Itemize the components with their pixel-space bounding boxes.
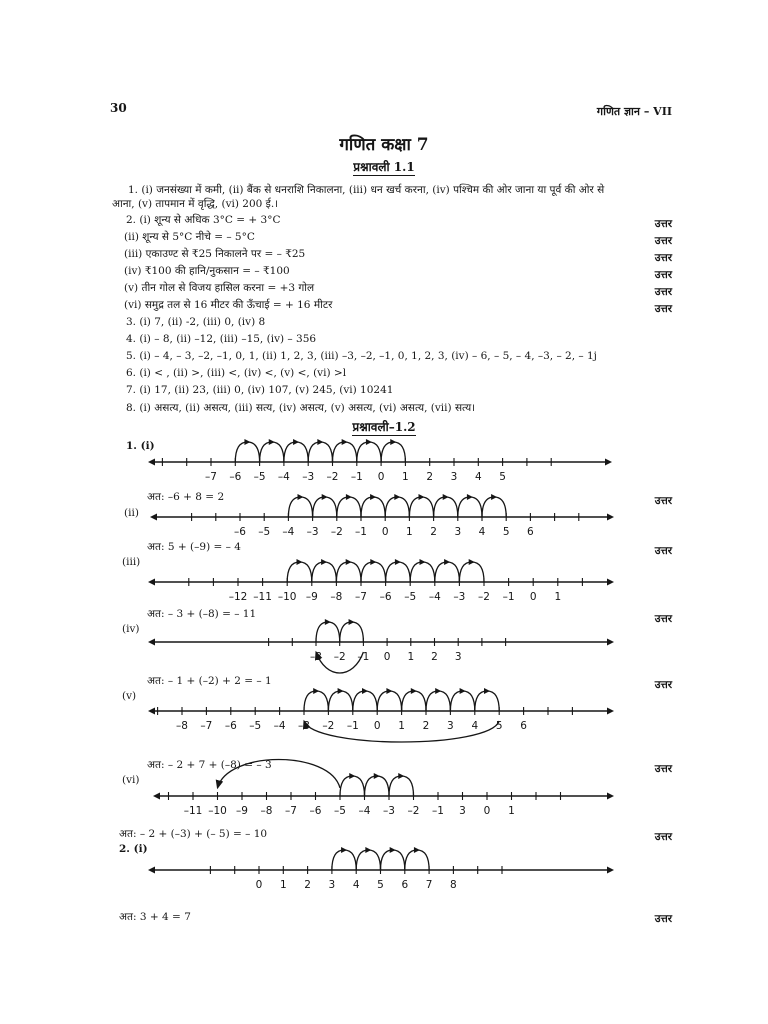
tick-label: –1	[346, 720, 359, 732]
nl-6-label: (vi)	[122, 774, 140, 786]
nl-5-label: (v)	[122, 690, 137, 702]
hop-arrow-icon	[444, 559, 450, 565]
tick-label: 3	[328, 879, 336, 891]
arrow-left-icon	[148, 708, 155, 715]
tick-label: –6	[309, 805, 322, 817]
tick-label: –5	[258, 526, 271, 538]
tick-label: –5	[334, 805, 346, 817]
tick-label: –2	[407, 805, 420, 817]
hop-arc	[435, 562, 460, 582]
q2-line-1: 2. (i) शून्य से अधिक 3°C = + 3°C	[126, 214, 281, 226]
tick-label: –3	[383, 805, 395, 817]
nl-5-result: अत: – 2 + 7 + (–8) = – 3	[147, 759, 272, 771]
tick-label: –4	[273, 720, 286, 732]
hop-arrow-icon	[342, 439, 348, 445]
tick-label: –3	[298, 720, 310, 732]
tick-label: 2	[431, 651, 438, 663]
tick-label: –4	[358, 805, 371, 817]
hop-arc	[434, 497, 458, 517]
tick-label: –5	[249, 720, 262, 732]
tick-label: –1	[355, 526, 367, 538]
tick-label: –7	[205, 471, 217, 483]
tick-label: –1	[502, 591, 515, 603]
nl-3-result: अत: – 3 + (–8) = – 11	[147, 608, 257, 620]
hop-arc	[316, 622, 340, 642]
hop-arrow-icon	[460, 688, 466, 694]
arrow-right-icon	[605, 459, 612, 466]
hop-arc	[337, 497, 361, 517]
arrow-right-icon	[607, 639, 614, 646]
hop-arrow-icon	[325, 619, 331, 625]
hop-arc	[333, 442, 357, 462]
tick-label: 1	[508, 805, 515, 817]
tick-label: –10	[208, 805, 227, 817]
hop-arc	[459, 562, 484, 582]
q3: 3. (i) 7, (ii) -2, (iii) 0, (iv) 8	[126, 316, 266, 328]
tick-label: 1	[407, 651, 415, 663]
q2-line-6: (vi) समुद्र तल से 16 मीटर की ऊँचाई = + 16 मीटर	[124, 299, 333, 311]
answer-label: उत्तर	[654, 679, 672, 691]
hop-arc	[386, 562, 411, 582]
tick-label: –6	[224, 720, 237, 732]
answer-label: उत्तर	[654, 269, 672, 281]
arrow-right-icon	[607, 867, 614, 874]
hop-arrow-icon	[293, 439, 299, 445]
q2-line-3: (iii) एकाउण्ट से ₹25 निकालने पर = – ₹25	[124, 248, 306, 260]
page-title: गणित कक्षा 7	[339, 135, 429, 155]
answer-label: उत्तर	[654, 218, 672, 230]
hop-arc	[357, 442, 381, 462]
tick-label: –7	[355, 591, 367, 603]
arrow-left-icon	[148, 639, 155, 646]
hop-arc	[482, 497, 506, 517]
hop-arc	[410, 562, 435, 582]
hop-arrow-icon	[349, 619, 355, 625]
hop-arc	[353, 691, 377, 711]
answer-label: उत्तर	[654, 913, 672, 925]
tick-label: 3	[454, 526, 462, 538]
hop-arrow-icon	[491, 494, 497, 500]
tick-label: 2	[430, 526, 437, 538]
tick-label: 4	[471, 720, 479, 732]
hop-arc	[458, 497, 482, 517]
tick-label: –3	[302, 471, 315, 483]
tick-label: 4	[474, 471, 482, 483]
tick-label: –8	[260, 805, 273, 817]
q2-line-2: (ii) शून्य से 5°C नीचे = – 5°C	[124, 231, 255, 243]
nl-1-result: अत: –6 + 8 = 2	[147, 491, 225, 503]
hop-arrow-icon	[298, 494, 304, 500]
answer-label: उत्तर	[654, 252, 672, 264]
hop-arrow-icon	[443, 494, 449, 500]
hop-arrow-icon	[414, 847, 420, 853]
answer-label: उत्तर	[654, 613, 672, 625]
tick-label: 4	[352, 879, 360, 891]
hop-arc	[287, 562, 312, 582]
arrow-right-icon	[607, 579, 614, 586]
hop-arc	[365, 776, 390, 796]
tick-label: 6	[401, 879, 409, 891]
tick-label: 0	[383, 651, 391, 663]
hop-arrow-icon	[341, 847, 347, 853]
nl-2-result: अत: 5 + (–9) = – 4	[147, 541, 241, 553]
hop-arc	[332, 850, 356, 870]
tick-label: 8	[450, 879, 457, 891]
tick-label: 1	[554, 591, 562, 603]
hop-arrow-icon	[398, 773, 404, 779]
tick-label: –2	[478, 591, 490, 603]
tick-label: –12	[228, 591, 248, 603]
tick-label: –3	[310, 651, 322, 663]
tick-label: –4	[428, 591, 441, 603]
q2-line-4: (iv) ₹100 की हानि/नुकसान = – ₹100	[124, 265, 290, 277]
hop-arrow-icon	[317, 439, 323, 445]
hop-arrow-icon	[469, 559, 475, 565]
tick-label: –5	[404, 591, 417, 603]
hop-arrow-icon	[419, 494, 425, 500]
tick-label: –11	[183, 805, 203, 817]
tick-label: 2	[422, 720, 430, 732]
hop-arrow-icon	[484, 688, 490, 694]
q5: 5. (i) – 4, – 3, –2, –1, 0, 1, (ii) 1, 2, 3, (iii) –3, –2, –1, 0, 1, 2, 3, (iv) – 6, – 5, – 4, –3, – 2, – 1j	[126, 350, 597, 362]
q1-line2: आना, (v) तापमान में वृद्धि, (vi) 200 ई.।	[112, 198, 279, 210]
nl-2-label: (ii)	[124, 507, 139, 519]
hop-arrow-icon	[370, 559, 376, 565]
hop-arc	[284, 442, 308, 462]
hop-arrow-icon	[411, 688, 417, 694]
hop-arrow-icon	[386, 688, 392, 694]
answer-label: उत्तर	[654, 763, 672, 775]
tick-label: 6	[520, 720, 527, 732]
tick-label: –4	[277, 471, 290, 483]
hop-arc	[288, 497, 312, 517]
tick-label: 2	[426, 471, 434, 483]
nl-1-label: 1. (i)	[126, 440, 155, 452]
q2-line-5: (v) तीन गोल से विजय हासिल करना = +3 गोल	[124, 282, 315, 294]
answer-label: उत्तर	[654, 286, 672, 298]
tick-label: 5	[495, 720, 503, 732]
q8: 8. (i) असत्य, (ii) असत्य, (iii) सत्य, (iv) असत्य, (v) असत्य, (vi) असत्य, (vii) सत्य।	[126, 402, 476, 414]
tick-label: 1	[406, 526, 413, 538]
hop-arrow-icon	[322, 494, 328, 500]
tick-label: –8	[330, 591, 343, 603]
tick-label: –6	[379, 591, 392, 603]
answer-label: उत्तर	[654, 831, 672, 843]
tick-label: 7	[425, 879, 433, 891]
tick-label: 4	[478, 526, 486, 538]
hop-arrow-icon	[467, 494, 473, 500]
tick-label: 2	[304, 879, 311, 891]
tick-label: –1	[432, 805, 444, 817]
tick-label: 1	[402, 471, 409, 483]
tick-label: 0	[483, 805, 491, 817]
hop-arc	[381, 850, 405, 870]
hop-arc	[409, 497, 433, 517]
hop-arc	[402, 691, 426, 711]
tick-label: –1	[357, 651, 370, 663]
section-heading-1-2: प्रश्नावली–1.2	[352, 420, 416, 434]
hop-arc	[377, 691, 401, 711]
answer-label: उत्तर	[654, 303, 672, 315]
tick-label: 3	[447, 720, 454, 732]
tick-label: –3	[453, 591, 466, 603]
nl-4-result: अत: – 1 + (–2) + 2 = – 1	[147, 675, 272, 687]
hop-arrow-icon	[346, 494, 352, 500]
hop-arc	[381, 442, 405, 462]
tick-label: –8	[176, 720, 188, 732]
hop-arrow-icon	[321, 559, 327, 565]
hop-arrow-icon	[269, 439, 275, 445]
tick-label: –11	[253, 591, 272, 603]
hop-arrow-icon	[366, 439, 372, 445]
tick-label: 0	[381, 526, 389, 538]
hop-arc	[389, 776, 414, 796]
tick-label: –7	[285, 805, 297, 817]
tick-label: 6	[527, 526, 534, 538]
tick-label: –2	[326, 471, 339, 483]
q4: 4. (i) – 8, (ii) –12, (iii) –15, (iv) – 356	[126, 333, 317, 345]
q1-line1: 1. (i) जनसंख्या में कमी, (ii) बैंक से धनराशि निकालना, (iii) धन खर्च करना, (iv) पश्चिम की ओर जाना या पूर्व की ओर से	[128, 184, 605, 196]
hop-arrow-icon	[338, 688, 344, 694]
hop-arc	[356, 850, 380, 870]
tick-label: 5	[377, 879, 384, 891]
hop-arrow-icon	[349, 773, 355, 779]
hop-arc	[328, 691, 352, 711]
hop-arc	[308, 442, 332, 462]
hop-arrow-icon	[346, 559, 352, 565]
hop-arrow-icon	[374, 773, 380, 779]
tick-label: –6	[234, 526, 246, 538]
hop-arrow-icon	[390, 847, 396, 853]
hop-arrow-icon	[390, 439, 396, 445]
tick-label: 3	[450, 471, 458, 483]
arrow-left-icon	[148, 579, 155, 586]
arrow-left-icon	[148, 867, 155, 874]
hop-arrow-icon	[435, 688, 441, 694]
hop-arrow-icon	[313, 688, 319, 694]
book-title: गणित ज्ञान – VII	[596, 105, 672, 118]
tick-label: –7	[200, 720, 213, 732]
hop-arc	[235, 442, 259, 462]
tick-label: 0	[373, 720, 381, 732]
tick-label: –1	[350, 471, 363, 483]
tick-label: 5	[499, 471, 506, 483]
nl-3-label: (iii)	[122, 556, 141, 568]
tick-label: –9	[236, 805, 248, 817]
tick-label: –2	[333, 651, 346, 663]
tick-label: 5	[502, 526, 510, 538]
tick-label: 0	[255, 879, 263, 891]
hop-arc	[475, 691, 499, 711]
tick-label: 0	[529, 591, 537, 603]
hop-arrow-icon	[365, 847, 371, 853]
arrow-right-icon	[607, 514, 614, 521]
tick-label: –2	[322, 720, 335, 732]
hop-arc	[450, 691, 474, 711]
q6: 6. (i) < , (ii) >, (iii) <, (iv) <, (v) <, (vi) >l	[126, 367, 347, 379]
hop-arc	[312, 562, 337, 582]
hop-arc	[313, 497, 337, 517]
arrow-left-icon	[150, 514, 157, 521]
tick-label: –9	[305, 591, 318, 603]
tick-label: –6	[229, 471, 242, 483]
hop-arrow-icon	[244, 439, 250, 445]
hop-arc	[405, 850, 429, 870]
hop-arrow-icon	[395, 559, 401, 565]
hop-arrow-icon	[420, 559, 426, 565]
hop-arc	[336, 562, 361, 582]
tick-label: 3	[454, 651, 462, 663]
hop-arrow-icon	[370, 494, 376, 500]
arrow-left-icon	[153, 793, 160, 800]
answer-label: उत्तर	[654, 495, 672, 507]
nl-6-result: अत: – 2 + (–3) + (– 5) = – 10	[119, 828, 268, 840]
hop-arc	[260, 442, 284, 462]
tick-label: –3	[306, 526, 319, 538]
hop-arc	[304, 691, 328, 711]
answer-label: उत्तर	[654, 235, 672, 247]
nl-7-result: अत: 3 + 4 = 7	[119, 911, 191, 923]
hop-arrow-icon	[394, 494, 400, 500]
arrow-right-icon	[607, 708, 614, 715]
tick-label: –4	[282, 526, 295, 538]
tick-label: 1	[279, 879, 287, 891]
backward-curve	[218, 760, 341, 789]
tick-label: 1	[398, 720, 405, 732]
hop-arc	[361, 562, 386, 582]
hop-arc	[426, 691, 450, 711]
hop-arc	[340, 776, 365, 796]
q7: 7. (i) 17, (ii) 23, (iii) 0, (iv) 107, (v) 245, (vi) 10241	[126, 384, 394, 396]
tick-label: –2	[330, 526, 343, 538]
nl-4-label: (iv)	[122, 623, 140, 635]
tick-label: 0	[377, 471, 385, 483]
arrow-right-icon	[607, 793, 614, 800]
tick-label: 3	[459, 805, 466, 817]
tick-label: –10	[277, 591, 297, 603]
page-number: 30	[110, 101, 127, 115]
hop-arc	[340, 622, 364, 642]
tick-label: –5	[253, 471, 266, 483]
nl-7-label: 2. (i)	[119, 843, 148, 855]
answer-label: उत्तर	[654, 545, 672, 557]
section-heading-1-1: प्रश्नावली 1.1	[353, 160, 415, 174]
hop-arc	[361, 497, 385, 517]
hop-arrow-icon	[297, 559, 303, 565]
arrow-left-icon	[148, 459, 155, 466]
hop-arc	[385, 497, 409, 517]
hop-arrow-icon	[362, 688, 368, 694]
